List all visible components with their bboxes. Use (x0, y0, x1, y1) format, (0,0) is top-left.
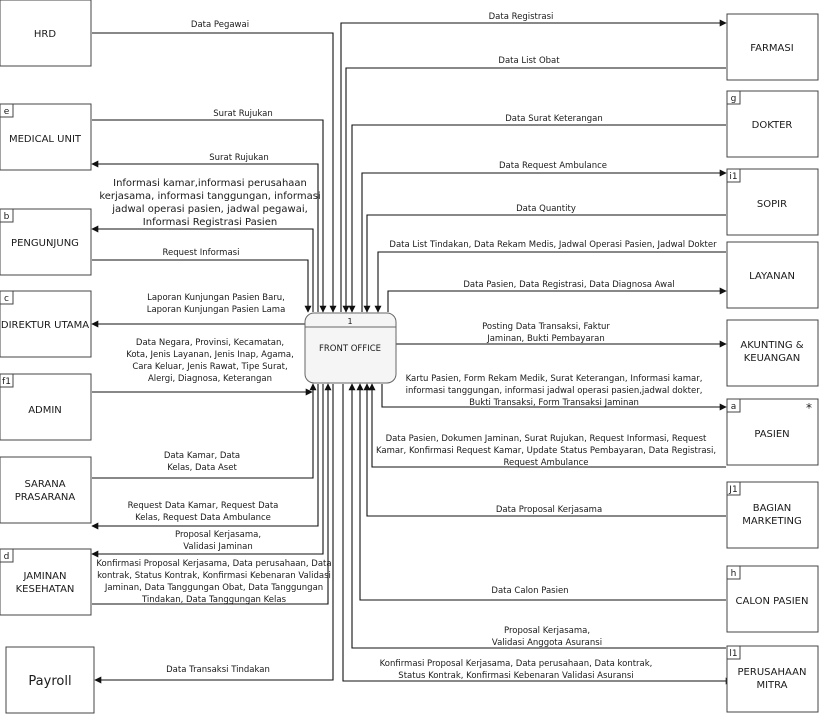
entity-label: DOKTER (751, 120, 793, 131)
label-layanan-in: Data List Tindakan, Data Rekam Medis, Jadwal Operasi Pasien, Jadwal Dokter (389, 240, 717, 250)
entity-pengunjung (0, 209, 91, 275)
entity-label-line1: AKUNTING & (740, 340, 804, 351)
label-line: Validasi Jaminan (183, 542, 253, 552)
entity-label-line1: JAMINAN (23, 571, 67, 582)
entity-label-line1: BAGIAN (752, 503, 792, 514)
entity-medical-unit (0, 104, 91, 170)
entity-admin (0, 374, 91, 440)
label-akunting-posting (482, 322, 610, 344)
label-line: Request Data Kamar, Request Data (127, 501, 279, 511)
entity-tag: l1 (729, 649, 738, 659)
label-line: Validasi Anggota Asuransi (491, 638, 603, 648)
label-request-informasi: Request Informasi (162, 248, 240, 258)
entity-label-line1: SARANA (24, 479, 66, 490)
process-front-office (305, 313, 396, 383)
label-line: Status Kontrak, Konfirmasi Kebenaran Validasi Asuransi (398, 671, 634, 681)
label-line: Data Kamar, Data (163, 451, 241, 461)
entity-box (727, 646, 818, 712)
flow-farmasi-list-obat (346, 68, 726, 312)
entity-box (0, 549, 91, 615)
entity-label: SOPIR (756, 199, 788, 210)
entity-label-line2: PRASARANA (14, 492, 76, 503)
label-surat-rujukan-in: Surat Rujukan (213, 109, 273, 119)
entity-label-line2: MARKETING (742, 516, 802, 527)
flow-medical-unit-in (92, 120, 323, 312)
label-sarana-request (128, 501, 279, 523)
label-pasien-out (406, 374, 703, 408)
entity-box (0, 457, 91, 523)
entity-sopir (727, 169, 818, 235)
label-line: Proposal Kerjasama, (503, 626, 591, 636)
entity-label: ADMIN (28, 405, 62, 416)
label-line: Bukti Transaksi, Form Transaksi Jaminan (469, 398, 639, 408)
label-line: Kelas, Data Aset (167, 463, 237, 473)
entity-label-line1: PERUSAHAAN (737, 667, 807, 678)
label-direktur-laporan (147, 293, 286, 315)
entity-jaminan-kesehatan (0, 549, 91, 615)
process-number: 1 (347, 317, 353, 326)
label-data-list-obat: Data List Obat (498, 56, 560, 66)
entity-farmasi (727, 14, 818, 80)
entity-direktur-utama (0, 291, 91, 357)
flow-mitra-konfirmasi (343, 384, 732, 681)
label-line: Kamar, Konfirmasi Request Kamar, Update Status Pembayaran, Data Registrasi, (375, 446, 717, 456)
entity-label: PENGUNJUNG (11, 238, 79, 249)
entity-label-line2: KESEHATAN (15, 584, 75, 595)
label-data-surat-keterangan: Data Surat Keterangan (505, 114, 603, 124)
label-mitra-konfirmasi (380, 659, 653, 681)
entity-layanan (727, 242, 818, 308)
label-line: kontrak, Status Kontrak, Konfirmasi Kebenaran Validasi (97, 571, 331, 581)
flow-hrd-data-pegawai (92, 33, 333, 312)
label-line: Konfirmasi Proposal Kerjasama, Data perusahaan, Data kontrak, (379, 659, 653, 669)
entity-dokter (727, 91, 818, 157)
entity-akunting-keuangan (727, 320, 818, 386)
label-line: kerjasama, informasi tanggungan, informasi (99, 191, 321, 202)
entity-calon-pasien (727, 566, 818, 632)
label-line: Kelas, Request Data Ambulance (135, 513, 271, 523)
entity-label: LAYANAN (749, 271, 795, 282)
label-pengunjung-info (99, 178, 320, 228)
label-data-calon-pasien: Data Calon Pasien (491, 586, 569, 596)
label-line: Request Ambulance (503, 458, 589, 468)
label-line: Kota, Jenis Layanan, Jenis Inap, Agama, (126, 350, 294, 360)
entity-tag: h (730, 569, 737, 579)
flow-calon-pasien (360, 384, 726, 600)
label-line: Jaminan, Data Tanggungan Obat, Data Tanggungan (104, 583, 324, 593)
label-data-proposal-kerjasama: Data Proposal Kerjasama (495, 505, 603, 515)
label-line: Kartu Pasien, Form Rekam Medik, Surat Keterangan, Informasi kamar, (405, 374, 703, 384)
label-line: Laporan Kunjungan Pasien Baru, (147, 293, 285, 303)
label-line: Posting Data Transaksi, Faktur (482, 322, 610, 332)
entity-tag: e (3, 107, 10, 117)
entity-tag: g (730, 94, 737, 104)
label-layanan-out: Data Pasien, Data Registrasi, Data Diagnosa Awal (463, 280, 675, 290)
label-admin-data (126, 338, 294, 384)
entity-label: HRD (33, 29, 57, 40)
entity-label: MEDICAL UNIT (8, 134, 82, 145)
entity-pasien (727, 399, 818, 465)
entity-tag: f1 (2, 377, 11, 387)
entity-box (727, 482, 818, 548)
entity-label: Payroll (28, 674, 72, 689)
label-pasien-in (376, 434, 716, 468)
label-line: Data Pasien, Dokumen Jaminan, Surat Rujukan, Request Informasi, Request (385, 434, 707, 444)
process-name: FRONT OFFICE (318, 344, 382, 354)
entity-tag: a (730, 402, 737, 412)
label-line: jadwal operasi pasien, jadwal pegawai, (112, 204, 308, 215)
label-line: Cara Keluar, Jenis Rawat, Tipe Surat, (132, 362, 288, 372)
entity-hrd (0, 0, 91, 66)
label-jaminan-proposal (175, 530, 261, 552)
label-mitra-proposal (492, 626, 602, 648)
label-line: Alergi, Diagnosa, Keterangan (147, 374, 273, 384)
entity-label: DIREKTUR UTAMA (0, 320, 90, 331)
entity-bagian-marketing (727, 482, 818, 548)
label-line: Konfirmasi Proposal Kerjasama, Data perusahaan, Data (96, 559, 332, 569)
label-line: Proposal Kerjasama, (174, 530, 262, 540)
entity-label-line2: MITRA (756, 680, 788, 691)
label-line: Data Negara, Provinsi, Kecamatan, (135, 338, 285, 348)
label-line: informasi tanggungan, informasi jadwal operasi pasien,jadwal dokter, (405, 386, 703, 396)
entity-tag: d (3, 552, 10, 562)
label-line: Informasi kamar,informasi perusahaan (113, 178, 307, 189)
label-data-request-ambulance: Data Request Ambulance (499, 161, 607, 171)
label-surat-rujukan-out: Surat Rujukan (209, 153, 269, 163)
entity-tag: c (4, 294, 9, 304)
entity-label: FARMASI (750, 43, 794, 54)
label-data-quantity: Data Quantity (516, 204, 576, 214)
entity-payroll (6, 647, 94, 713)
entity-perusahaan-mitra (727, 646, 818, 712)
entity-sarana-prasarana (0, 457, 91, 523)
label-data-registrasi: Data Registrasi (488, 12, 554, 22)
entity-mark: * (806, 401, 812, 415)
label-data-pegawai: Data Pegawai (190, 20, 250, 30)
label-line: Tindakan, Data Tanggungan Kelas (141, 595, 287, 605)
entity-tag: i1 (729, 172, 738, 182)
flow-labels-left (96, 20, 331, 675)
entity-label: PASIEN (754, 429, 790, 440)
label-line: Informasi Registrasi Pasien (142, 217, 278, 228)
label-data-transaksi-tindakan: Data Transaksi Tindakan (166, 665, 270, 675)
label-jaminan-konfirmasi (96, 559, 331, 605)
flow-sopir-quantity (367, 215, 726, 312)
label-line: Laporan Kunjungan Pasien Lama (146, 305, 286, 315)
label-line: Jaminan, Bukti Pembayaran (487, 334, 605, 344)
flow-labels-right (376, 12, 717, 681)
entity-label-line2: KEUANGAN (743, 353, 801, 364)
flow-layanan-out (388, 291, 726, 312)
label-sarana-data (164, 451, 240, 473)
entity-tag: b (3, 212, 10, 222)
entity-tag: J1 (729, 485, 738, 495)
entity-label: CALON PASIEN (735, 596, 809, 607)
